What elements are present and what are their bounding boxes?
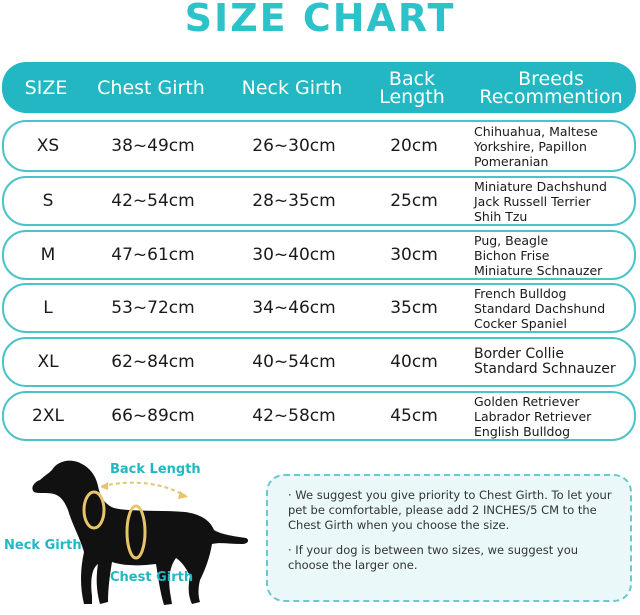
header-breeds-line1: Breeds (518, 67, 584, 90)
table-row (2, 120, 636, 172)
breeds-cell (474, 285, 628, 331)
breed-line: Standard Schnauzer (474, 361, 616, 377)
breeds-cell (474, 339, 628, 385)
table-header (2, 62, 636, 113)
breed-line: English Bulldog (474, 423, 571, 439)
chest-girth-label: Chest Girth (110, 570, 194, 585)
breed-line: Golden Retriever (474, 393, 580, 409)
breed-line: Bichon Frise (474, 247, 550, 263)
back-cell: 30cm (390, 245, 438, 265)
table-row (2, 176, 636, 226)
breed-line: Labrador Retriever (474, 408, 592, 424)
header-chest-girth: Chest Girth (97, 76, 205, 99)
neck-cell: 42~58cm (252, 406, 336, 426)
header-back-line2: Length (379, 85, 445, 108)
table-row (2, 337, 636, 387)
tip-text: · If your dog is between two sizes, we suggest you choose the larger one. (288, 543, 579, 572)
size-cell: XL (37, 352, 59, 372)
back-cell: 35cm (390, 298, 438, 318)
breeds-cell (474, 122, 628, 170)
neck-girth-label: Neck Girth (4, 538, 82, 553)
breed-line: Yorkshire, Papillon (474, 138, 587, 154)
page-title: SIZE CHART (184, 0, 456, 40)
neck-cell: 30~40cm (252, 245, 336, 265)
back-cell: 20cm (390, 136, 438, 156)
breed-line: Pomeranian (474, 153, 549, 169)
breeds-cell (474, 178, 628, 224)
size-cell: M (40, 245, 56, 265)
back-length-label: Back Length (110, 462, 201, 477)
back-cell: 45cm (390, 406, 438, 426)
dog-measurement-diagram (0, 452, 262, 611)
size-cell: L (43, 298, 53, 318)
table-row (2, 391, 636, 441)
sizing-tips-box (266, 474, 632, 602)
breed-line: Pug, Beagle (474, 232, 549, 248)
breed-line: Standard Dachshund (474, 300, 606, 316)
chest-cell: 53~72cm (111, 298, 195, 318)
breed-line: Miniature Schnauzer (474, 262, 603, 278)
chest-cell: 42~54cm (111, 191, 195, 211)
header-neck-girth: Neck Girth (241, 76, 343, 99)
size-cell: XS (36, 136, 60, 156)
tip-text: · We suggest you give priority to Chest Girth. To let your pet be comfortable, please add 2 INCHES/5 CM to the Chest Girth when you choose the size. (288, 488, 612, 532)
header-breeds (468, 62, 634, 113)
chest-cell: 47~61cm (111, 245, 195, 265)
back-cell: 40cm (390, 352, 438, 372)
size-cell: S (42, 191, 54, 211)
breed-line: Jack Russell Terrier (474, 193, 591, 209)
header-back-length (362, 62, 462, 113)
header-size: SIZE (24, 76, 68, 99)
breeds-cell (474, 232, 628, 278)
header-back-line1: Back (388, 67, 436, 90)
breed-line: Miniature Dachshund (474, 178, 607, 194)
header-breeds-line2: Recommention (479, 85, 623, 108)
neck-cell: 28~35cm (252, 191, 336, 211)
breed-line: French Bulldog (474, 285, 567, 301)
breed-line: Cocker Spaniel (474, 315, 567, 331)
breed-line: Chihuahua, Maltese (474, 123, 598, 139)
breed-line: Border Collie (474, 346, 565, 362)
neck-cell: 40~54cm (252, 352, 336, 372)
table-row (2, 230, 636, 280)
neck-cell: 26~30cm (252, 136, 336, 156)
table-row (2, 283, 636, 333)
back-cell: 25cm (390, 191, 438, 211)
size-cell: 2XL (32, 406, 64, 426)
chest-cell: 62~84cm (111, 352, 195, 372)
chest-cell: 66~89cm (111, 406, 195, 426)
chest-cell: 38~49cm (111, 136, 195, 156)
breeds-cell (474, 393, 628, 439)
breed-line: Shih Tzu (474, 208, 528, 224)
neck-cell: 34~46cm (252, 298, 336, 318)
